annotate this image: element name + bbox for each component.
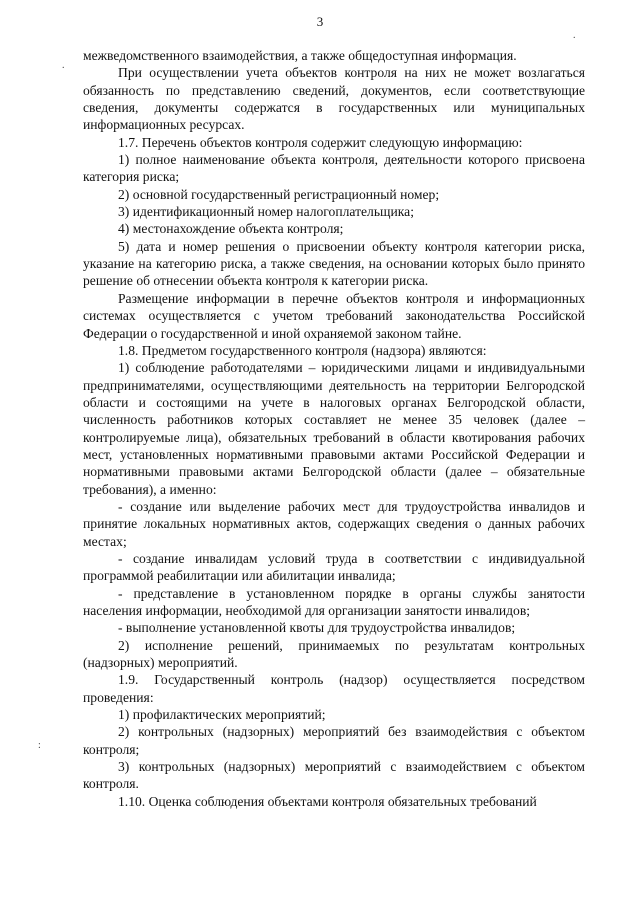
paragraph-placement: Размещение информации в перечне объектов контроля и информационных системах осуществляется с учетом требований законодательства Российской Федерации о государственной и иной охраняемой законом тайне. bbox=[83, 290, 585, 341]
list-item-preventive-measures: 1) профилактических мероприятий; bbox=[118, 707, 326, 723]
paragraph-1-10-heading: 1.10. Оценка соблюдения объектами контроля обязательных требований bbox=[118, 793, 537, 809]
bullet-work-conditions: - создание инвалидам условий труда в соответствии с индивидуальной программой реабилитации или абилитации инвалида; bbox=[83, 550, 585, 584]
paragraph-1-9-heading: 1.9. Государственный контроль (надзор) осуществляется посредством проведения: bbox=[83, 672, 585, 705]
page-number: 3 bbox=[316, 14, 324, 29]
list-item-location: 4) местонахождение объекта контроля; bbox=[118, 221, 344, 237]
scan-speck-mark: . bbox=[573, 30, 576, 41]
bullet-workplace-creation: - создание или выделение рабочих мест для трудоустройства инвалидов и принятие локальных нормативных актов, содержащих сведения о данных рабочих местах; bbox=[83, 498, 585, 549]
list-item-risk-decision: 5) дата и номер решения о присвоении объекту контроля категории риска, указание на категорию риска, а также сведения, на основании которых было принято решение об отнесении объекта контроля к категории риска. bbox=[83, 238, 585, 289]
list-item-with-interaction: 3) контрольных (надзорных) мероприятий с взаимодействием с объектом контроля. bbox=[83, 759, 585, 792]
list-item-full-name: 1) полное наименование объекта контроля, деятельности которого присвоена категория риска; bbox=[83, 152, 585, 185]
list-item-compliance: 1) соблюдение работодателями – юридическими лицами и индивидуальными предпринимателями, осуществляющими деятельность на территории Белгородской области и состоящими на учете в налоговых органах Белгородской области, численность работников которых составляет не менее 35 человек (далее – контролируемые лица), обязательных требований в области квотирования рабочих мест, установленных нормативными правовыми актами Российской Федерации и нормативными правовыми актами Белгородской области (далее – обязательные требования), а именно: bbox=[83, 360, 585, 497]
paragraph-1-7-heading: 1.7. Перечень объектов контроля содержит следующую информацию: bbox=[118, 134, 523, 150]
document-body bbox=[83, 47, 585, 810]
paragraph-accounting-obligation: При осуществлении учета объектов контроля на них не может возлагаться обязанность по представлению сведений, документов, если соответствующие сведения, документы содержатся в государственных или муниципальных информационных ресурсах. bbox=[83, 65, 585, 133]
paragraph-continuation: межведомственного взаимодействия, а также общедоступная информация. bbox=[83, 48, 517, 63]
scan-speck-mark: : bbox=[38, 740, 41, 751]
list-item-without-interaction: 2) контрольных (надзорных) мероприятий без взаимодействия с объектом контроля; bbox=[83, 724, 585, 757]
list-item-ogrn: 2) основной государственный регистрационный номер; bbox=[118, 186, 440, 202]
list-item-decision-execution: 2) исполнение решений, принимаемых по результатам контрольных (надзорных) мероприятий. bbox=[83, 637, 585, 671]
paragraph-1-8-heading: 1.8. Предметом государственного контроля (надзора) являются: bbox=[118, 342, 487, 358]
scan-speck-mark: . bbox=[62, 60, 65, 71]
bullet-information-submission: - представление в установленном порядке в органы службы занятости населения информации, необходимой для организации занятости инвалидов; bbox=[83, 585, 585, 618]
list-item-inn: 3) идентификационный номер налогоплательщика; bbox=[118, 204, 414, 220]
bullet-quota-fulfillment: - выполнение установленной квоты для трудоустройства инвалидов; bbox=[118, 620, 516, 636]
